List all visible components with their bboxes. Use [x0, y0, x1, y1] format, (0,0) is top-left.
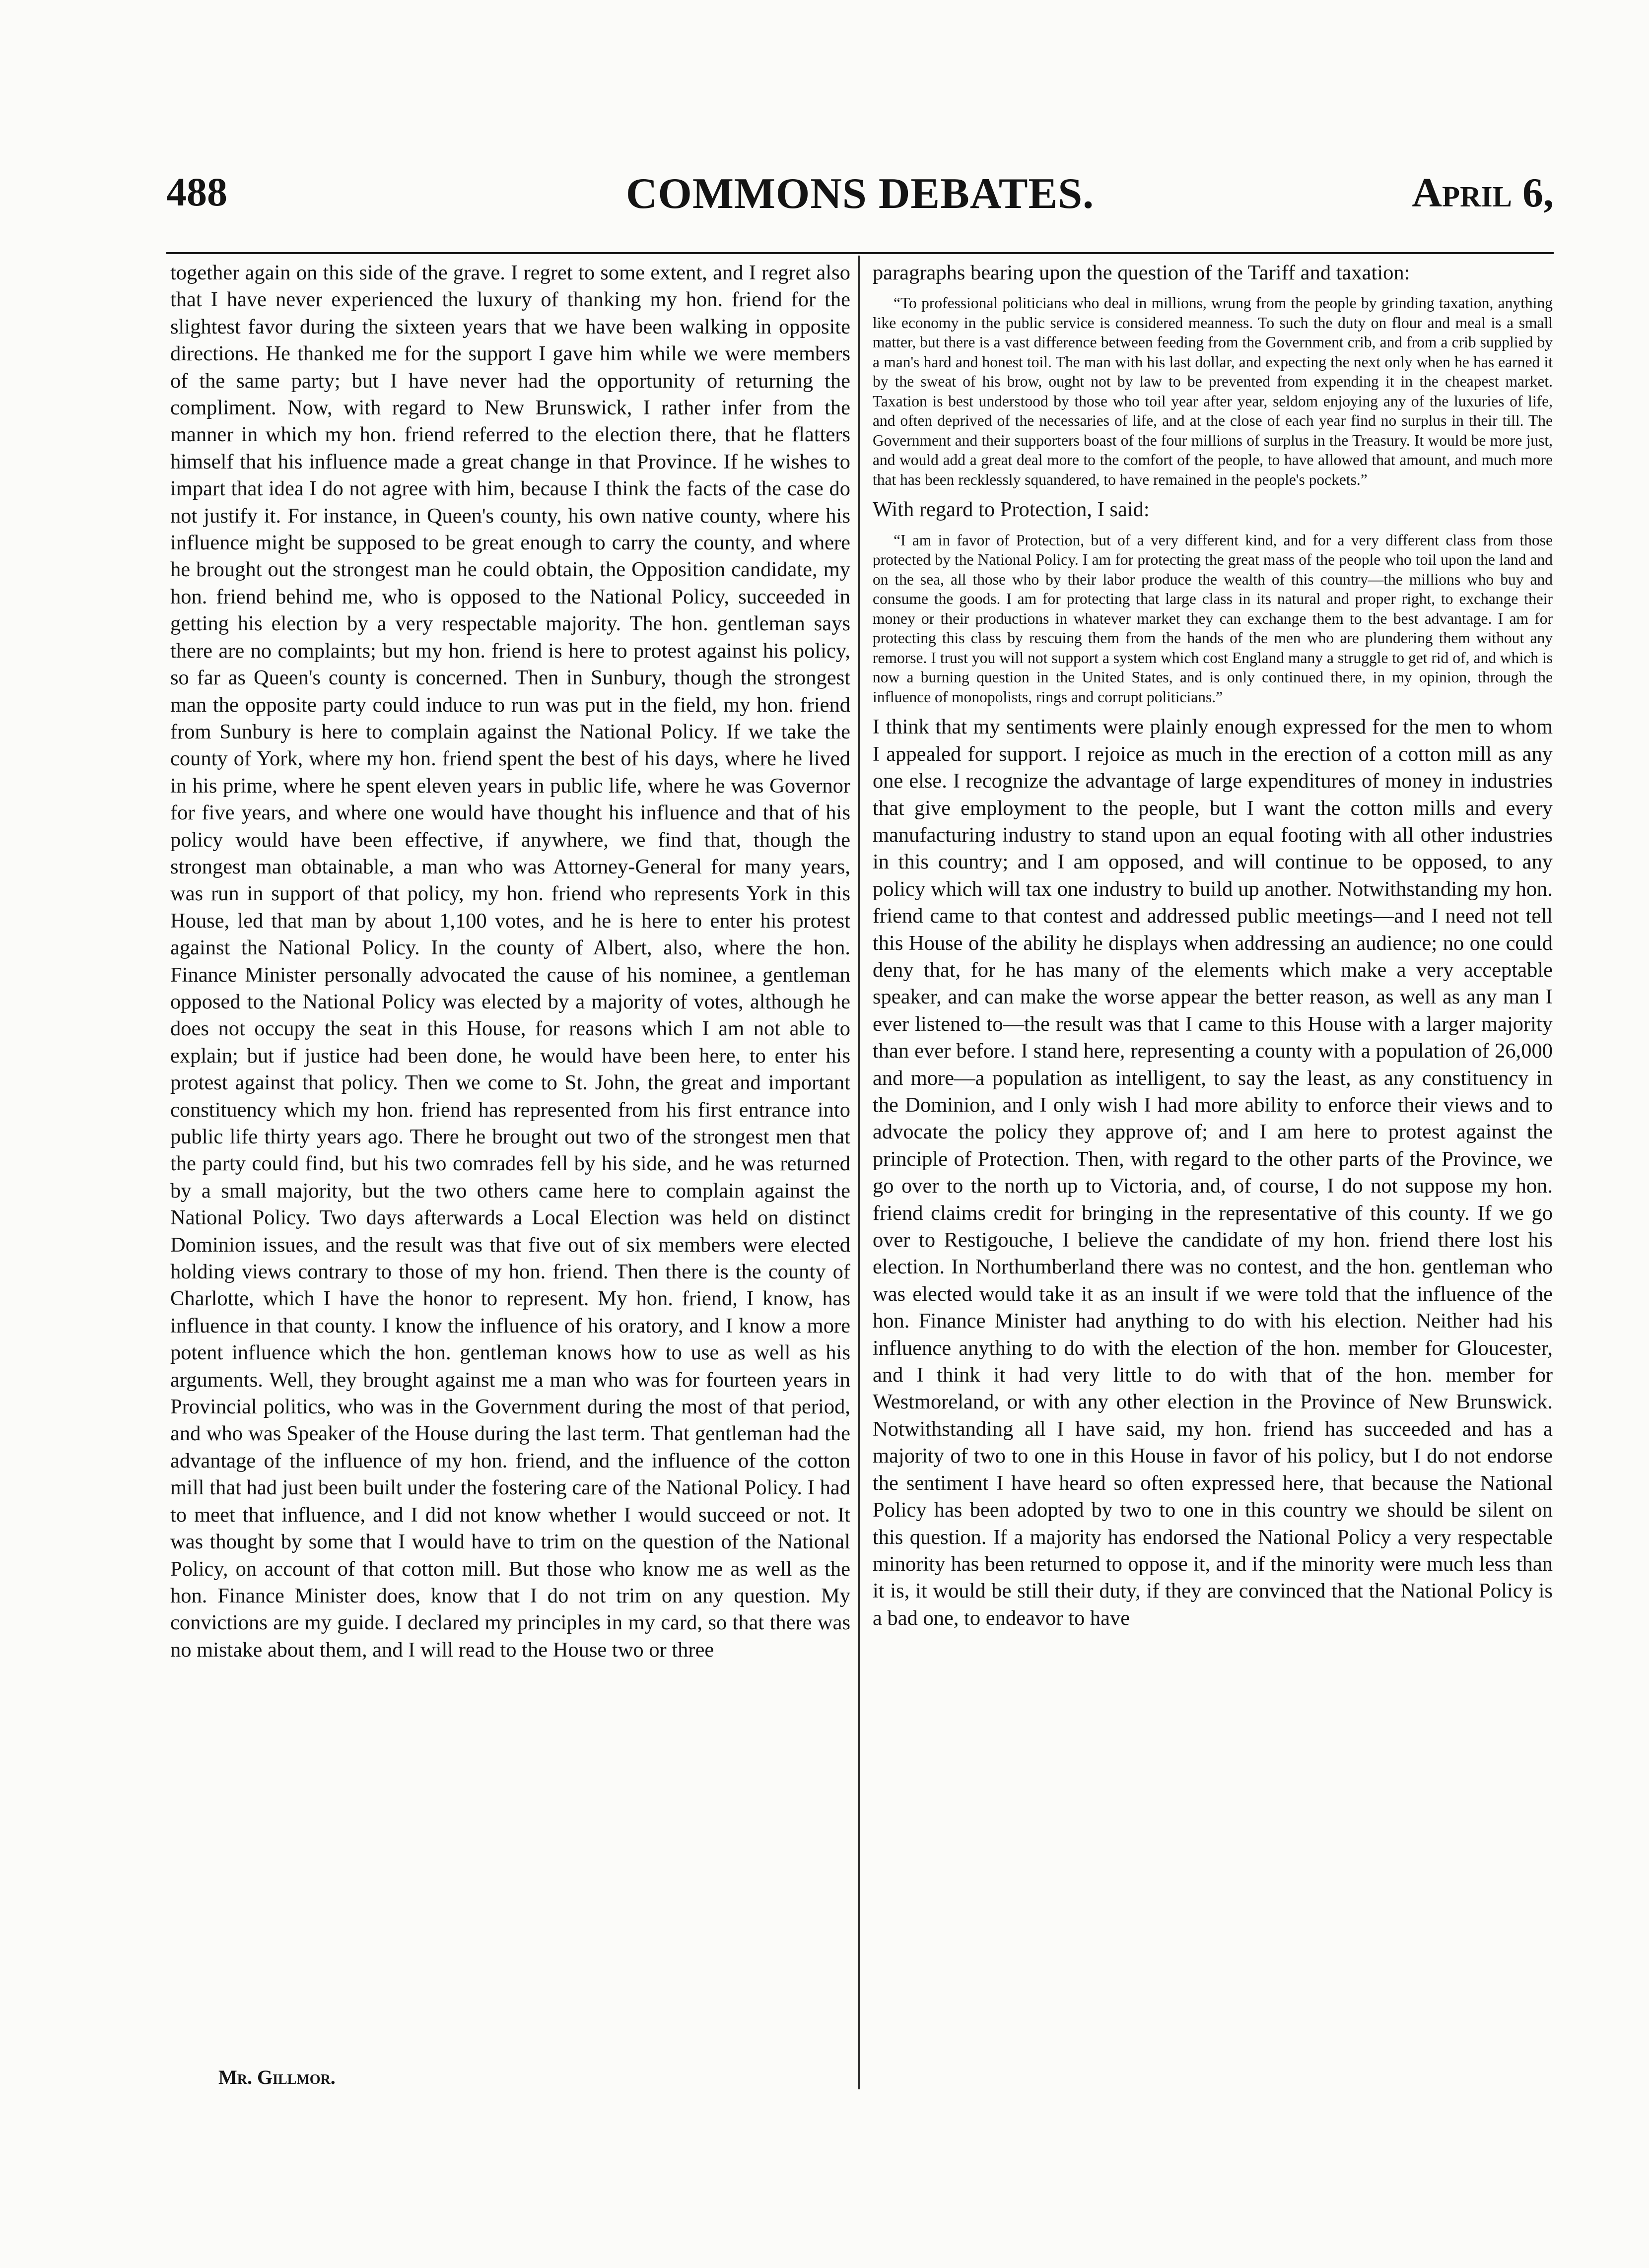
page-number: 488 [166, 169, 227, 214]
speaker-signature: Mr. Gillmor. [218, 2066, 336, 2088]
header-rule [166, 252, 1554, 254]
tariff-quote [873, 293, 1553, 489]
right-paragraph: I think that my sentiments were plainly enough expressed for the men to whom I appealed for support. I rejoice as much in the erection of a cotton mill as any one else. I recognize the advantage of large expenditures of money in industries that give employment to the people, but I want the cotton mills and every manufacturing industry to stand upon an equal footing with all other industries in this country; and I am opposed, and will continue to be opposed, to any policy which will tax one industry to build up another. Notwithstanding my hon. friend came to that contest and addressed public meetings—and I need not tell this House of the ability he displays when addressing an audience; no one could deny that, for he has many of the elements which make a very acceptable speaker, and can make the worse appear the better reason, as well as any man I ever listened to—the result was that I came to this House with a larger majority than ever before. I stand here, representing a county with a population of 26,000 and more—a population as intelligent, to say the least, as any constituency in the Dominion, and I only wish I had more ability to enforce their views and to advocate the policy they approve of; and I am here to protest against the principle of Protection. Then, with regard to the other parts of the Province, we go over to the north up to Victoria, and, of course, I do not suppose my hon. friend claims credit for bringing in the representative of this county. If we go over to Restigouche, I believe the candidate of my hon. friend there lost his election. In Northumberland there was no contest, and the hon. gentleman who was elected would take it as an insult if we were told that the influence of the hon. Finance Minister had anything to do with his election. Neither had his influence anything to do with the election of the hon. member for Gloucester, and I think it had very little to do with that of the hon. member for Westmoreland, or with any other election in the Province of New Brunswick. Notwithstanding all I have said, my hon. friend has succeeded and has a majority of two to one in this House in favor of his policy, but I do not endorse the sentiment I have heard so often expressed here, that because the National Policy has been adopted by two to one in this country we should be silent on this question. If a majority has endorsed the National Policy a very respectable minority has been returned to oppose it, and if the minority were much less than it is, it would be still their duty, if they are convinced that the National Policy is a bad one, to endeavor to have [873, 715, 1553, 1630]
right-column [873, 260, 1553, 1632]
protection-quote-text: “I am in favor of Protection, but of a very different kind, and for a very different class from those protected by the National Policy. I am for protecting the great mass of the people who toil upon the land and on the sea, all those who by their labor produce the wealth of this country—the millions who buy and consume the goods. I am for protecting that large class in its natural and proper right, to exchange their money or their productions in whatever market they can exchange them to the best advantage. I am for protecting this class by rescuing them from the hands of the men who are plundering them without any remorse. I trust you will not support a system which cost England many a struggle to get rid of, and which is now a burning question in the United States, and is only continued there, in my opinion, through the influence of monopolists, rings and corrupt politicians.” [873, 531, 1553, 706]
protection-intro: With regard to Protection, I said: [873, 498, 1150, 522]
left-paragraph: together again on this side of the grave. I regret to some extent, and I regret also that I have never experienced the luxury of thanking my hon. friend for the slightest favor during the sixteen years that we have been walking in opposite directions. He thanked me for the support I gave him while we were members of the same party; but I have never had the opportunity of returning the compliment. Now, with regard to New Brunswick, I rather infer from the manner in which my hon. friend referred to the election there, that he flatters himself that his influence made a great change in that Province. If he wishes to impart that idea I do not agree with him, because I think the facts of the case do not justify it. For instance, in Queen's county, his own native county, where his influence might be supposed to be great enough to carry the county, and where he brought out the strongest man he could obtain, the Opposition candidate, my hon. friend behind me, who is opposed to the National Policy, succeeded in getting his election by a very respectable majority. The hon. gentleman says there are no complaints; but my hon. friend is here to protest against his policy, so far as Queen's county is concerned. Then in Sunbury, though the strongest man the opposite party could induce to run was put in the field, my hon. friend from Sunbury is here to complain against the National Policy. If we take the county of York, where my hon. friend spent the best of his days, where he lived in his prime, where he spent eleven years in public life, where he was Governor for five years, and where one would have thought his influence and that of his policy would have been effective, if anywhere, we find that, though the strongest man obtainable, a man who was Attorney-General for many years, was run in support of that policy, my hon. friend who represents York in this House, led that man by about 1,100 votes, and he is here to enter his protest against the National Policy. In the county of Albert, also, where the hon. Finance Minister personally advocated the cause of his nominee, a gentleman opposed to the National Policy was elected by a majority of votes, although he does not occupy the seat in this House, for reasons which I am not able to explain; but if justice had been done, he would have been here, to enter his protest against that policy. Then we come to St. John, the great and important constituency which my hon. friend has represented from his first entrance into public life thirty years ago. There he brought out two of the strongest men that the party could find, but his two comrades fell by his side, and he was returned by a small majority, but the two others came here to complain against the National Policy. Two days afterwards a Local Election was held on distinct Dominion issues, and the result was that five out of six members were elected holding views contrary to those of my hon. friend. Then there is the county of Charlotte, which I have the honor to represent. My hon. friend, I know, has influence in that county. I know the influence of his oratory, and I know a more potent influence which the hon. gentleman knows how to use as well as his arguments. Well, they brought against me a man who was for fourteen years in Provincial politics, who was in the Government during the most of that period, and who was Speaker of the House during the last term. That gentleman had the advantage of the influence of my hon. friend, and the influence of the cotton mill that had just been built under the fostering care of the National Policy. I had to meet that influence, and I did not know whether I would succeed or not. It was thought by some that I would have to trim on the question of the National Policy, on account of that cotton mill. But those who know me as well as the hon. Finance Minister does, know that I do not trim on any question. My convictions are my guide. I declared my principles in my card, so that there was no mistake about them, and I will read to the House two or three [170, 261, 850, 1662]
column-divider [858, 256, 860, 2089]
tariff-quote-text: “To professional politicians who deal in millions, wrung from the people by grinding taxation, anything like economy in the public service is considered meanness. To such the duty on flour and meal is a small matter, but there is a vast difference between feeding from the Government crib, and from a crib supplied by a man's hard and honest toil. The man with his last dollar, and expecting the next only when he has earned it by the sweat of his brow, ought not by law to be prevented from expending it in the cheapest market. Taxation is best understood by those who toil year after year, seldom enjoying any of the luxuries of life, and often deprived of the necessaries of life, and at the close of each year find no surplus in their till. The Government and their supporters boast of the four millions of surplus in the Treasury. It would be more just, and would add a great deal more to the comfort of the people, to have allowed that amount, and much more that has been recklessly squandered, to have remained in the people's pockets.” [873, 294, 1553, 488]
page-header [166, 169, 1554, 223]
protection-quote [873, 531, 1553, 707]
page-title: COMMONS DEBATES. [625, 170, 1095, 218]
left-column [170, 260, 850, 1664]
right-intro: paragraphs bearing upon the question of the Tariff and taxation: [873, 261, 1410, 284]
page-date: April 6, [1412, 170, 1554, 216]
